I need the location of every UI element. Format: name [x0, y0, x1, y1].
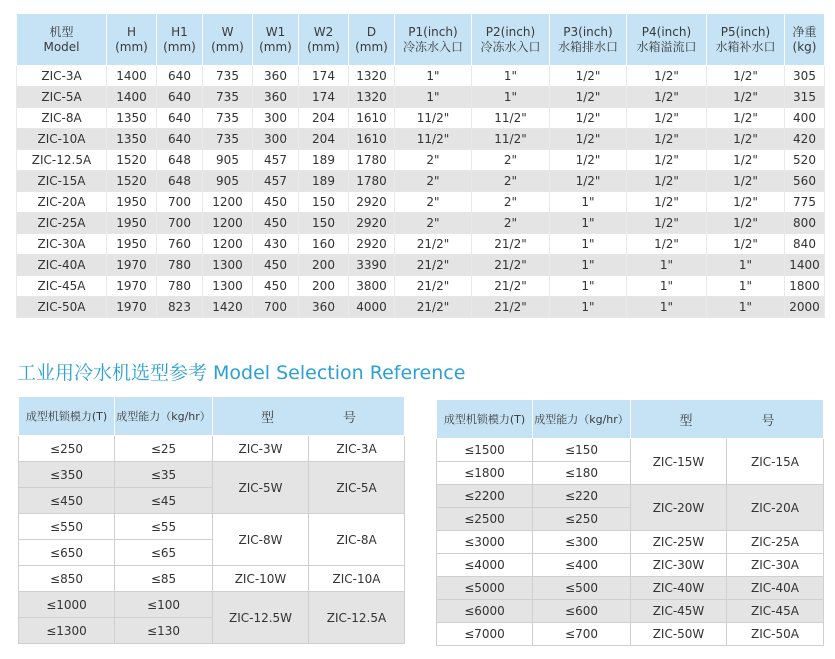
- spec-cell: 189: [299, 171, 349, 192]
- spec-cell: 21/2": [395, 297, 472, 318]
- spec-cell: 775: [785, 192, 825, 213]
- spec-cell: 21/2": [395, 234, 472, 255]
- spec-cell: 11/2": [395, 108, 472, 129]
- table-row: [437, 554, 824, 577]
- table-row: [437, 623, 824, 646]
- spec-cell: 1200: [203, 234, 253, 255]
- spec-header-bottom: 冷冻水入口: [480, 39, 541, 54]
- spec-cell: 905: [203, 171, 253, 192]
- spec-cell: 174: [299, 66, 349, 87]
- clamp-force-cell: ≤250: [19, 436, 115, 462]
- spec-cell: 189: [299, 150, 349, 171]
- spec-cell: 204: [299, 108, 349, 129]
- spec-cell: 640: [157, 66, 203, 87]
- spec-header-cell: [107, 14, 157, 66]
- spec-header-top: H: [126, 24, 137, 39]
- spec-cell: 735: [203, 66, 253, 87]
- spec-cell: 3800: [349, 276, 395, 297]
- capacity-cell: ≤25: [115, 436, 213, 462]
- spec-cell: 1/2": [627, 66, 707, 87]
- spec-cell: 1/2": [627, 129, 707, 150]
- spec-cell: 1/2": [627, 87, 707, 108]
- spec-header-cell: [785, 14, 825, 66]
- capacity-cell: ≤220: [533, 485, 631, 508]
- spec-cell: 840: [785, 234, 825, 255]
- model-a-cell: ZIC-10A: [309, 566, 405, 592]
- model-a-cell: ZIC-25A: [727, 531, 824, 554]
- spec-cell: 760: [157, 234, 203, 255]
- spec-cell: 1": [627, 255, 707, 276]
- table-row: [437, 600, 824, 623]
- spec-cell: 1": [550, 213, 627, 234]
- spec-cell: 1780: [349, 150, 395, 171]
- spec-cell: 4000: [349, 297, 395, 318]
- spec-cell: 780: [157, 255, 203, 276]
- spec-cell: 11/2": [472, 108, 550, 129]
- spec-header-top: P4(inch): [641, 24, 692, 39]
- model-a-cell: ZIC-12.5A: [309, 592, 405, 644]
- spec-header-cell: [349, 14, 395, 66]
- spec-cell: 21/2": [472, 255, 550, 276]
- model-a-cell: ZIC-15A: [727, 439, 824, 485]
- model-a-cell: ZIC-20A: [727, 485, 824, 531]
- clamp-force-cell: ≤1000: [19, 592, 115, 618]
- spec-cell: 1": [395, 87, 472, 108]
- spec-cell: 1950: [107, 192, 157, 213]
- spec-cell: 2920: [349, 192, 395, 213]
- capacity-cell: ≤500: [533, 577, 631, 600]
- spec-cell: 300: [253, 129, 299, 150]
- capacity-cell: ≤55: [115, 514, 213, 540]
- spec-cell: 1970: [107, 297, 157, 318]
- capacity-cell: ≤130: [115, 618, 213, 644]
- spec-cell: 1/2": [707, 87, 785, 108]
- table-row: [17, 255, 825, 276]
- spec-cell: 1": [707, 255, 785, 276]
- clamp-force-cell: ≤850: [19, 566, 115, 592]
- spec-header-cell: [203, 14, 253, 66]
- spec-header-top: P5(inch): [720, 24, 771, 39]
- model-w-cell: ZIC-15W: [631, 439, 727, 485]
- spec-cell: 1/2": [550, 108, 627, 129]
- spec-cell: 1800: [785, 276, 825, 297]
- spec-cell: 700: [157, 213, 203, 234]
- spec-header-bottom: 水箱补水口: [715, 39, 776, 54]
- spec-cell: 204: [299, 129, 349, 150]
- spec-cell: 640: [157, 108, 203, 129]
- spec-cell: ZIC-8A: [17, 108, 107, 129]
- spec-header-bottom: Model: [43, 39, 80, 54]
- spec-cell: 2": [395, 213, 472, 234]
- spec-header-bottom: (mm): [307, 39, 340, 54]
- spec-cell: 1/2": [707, 108, 785, 129]
- spec-cell: ZIC-15A: [17, 171, 107, 192]
- table-row: [437, 577, 824, 600]
- clamp-force-cell: ≤350: [19, 462, 115, 488]
- model-w-cell: ZIC-45W: [631, 600, 727, 623]
- table-row: [17, 129, 825, 150]
- capacity-cell: ≤35: [115, 462, 213, 488]
- spec-cell: 1300: [203, 276, 253, 297]
- spec-header-cell: [157, 14, 203, 66]
- spec-cell: 150: [299, 192, 349, 213]
- spec-cell: 1/2": [707, 234, 785, 255]
- spec-cell: 1": [395, 66, 472, 87]
- table-row: [17, 66, 825, 87]
- spec-cell: 1/2": [627, 234, 707, 255]
- spec-cell: 21/2": [472, 276, 550, 297]
- capacity-cell: ≤65: [115, 540, 213, 566]
- spec-cell: 1970: [107, 276, 157, 297]
- spec-cell: 200: [299, 276, 349, 297]
- spec-cell: 1300: [203, 255, 253, 276]
- spec-cell: 360: [299, 297, 349, 318]
- spec-cell: 457: [253, 171, 299, 192]
- spec-cell: 520: [785, 150, 825, 171]
- spec-header-cell: [472, 14, 550, 66]
- spec-header-top: D: [366, 24, 377, 39]
- spec-cell: 360: [253, 66, 299, 87]
- spec-body: [17, 66, 825, 318]
- table-row: [437, 439, 824, 462]
- clamp-force-cell: ≤3000: [437, 531, 533, 554]
- spec-cell: 1/2": [550, 171, 627, 192]
- spec-cell: 200: [299, 255, 349, 276]
- spec-cell: 420: [785, 129, 825, 150]
- spec-cell: 2920: [349, 213, 395, 234]
- model-a-cell: ZIC-3A: [309, 436, 405, 462]
- model-w-cell: ZIC-20W: [631, 485, 727, 531]
- table-row: [17, 108, 825, 129]
- capacity-cell: ≤180: [533, 462, 631, 485]
- clamp-force-cell: ≤1800: [437, 462, 533, 485]
- model-a-cell: ZIC-40A: [727, 577, 824, 600]
- table-row: [19, 566, 405, 592]
- spec-cell: 1970: [107, 255, 157, 276]
- spec-cell: 450: [253, 255, 299, 276]
- section-title: 工业用冷水机选型参考 Model Selection Reference: [17, 362, 466, 384]
- spec-cell: 1/2": [707, 171, 785, 192]
- spec-cell: 150: [299, 213, 349, 234]
- clamp-force-cell: ≤2500: [437, 508, 533, 531]
- spec-cell: 1950: [107, 213, 157, 234]
- spec-header-cell: [395, 14, 472, 66]
- clamp-force-cell: ≤550: [19, 514, 115, 540]
- spec-cell: 1350: [107, 129, 157, 150]
- clamp-force-cell: ≤7000: [437, 623, 533, 646]
- model-w-cell: ZIC-25W: [631, 531, 727, 554]
- spec-cell: 780: [157, 276, 203, 297]
- spec-header-row: [17, 14, 825, 66]
- spec-cell: 1200: [203, 213, 253, 234]
- table-row: [19, 462, 405, 488]
- spec-cell: ZIC-5A: [17, 87, 107, 108]
- spec-cell: ZIC-30A: [17, 234, 107, 255]
- spec-cell: 1400: [785, 255, 825, 276]
- spec-cell: 640: [157, 129, 203, 150]
- spec-header-top: P3(inch): [563, 24, 613, 39]
- spec-header-top: W: [221, 24, 234, 39]
- spec-cell: 1/2": [550, 150, 627, 171]
- spec-cell: 2920: [349, 234, 395, 255]
- spec-header-bottom: (mm): [259, 39, 292, 54]
- spec-cell: 305: [785, 66, 825, 87]
- spec-header-top: 净重: [792, 24, 817, 39]
- spec-cell: 1610: [349, 129, 395, 150]
- spec-cell: ZIC-10A: [17, 129, 107, 150]
- capacity-cell: ≤250: [533, 508, 631, 531]
- spec-cell: 1520: [107, 150, 157, 171]
- spec-cell: 1": [707, 276, 785, 297]
- spec-cell: 11/2": [395, 129, 472, 150]
- spec-cell: 430: [253, 234, 299, 255]
- spec-header-cell: [253, 14, 299, 66]
- model-a-cell: ZIC-50A: [727, 623, 824, 646]
- spec-cell: 315: [785, 87, 825, 108]
- spec-cell: ZIC-12.5A: [17, 150, 107, 171]
- table-row: [17, 213, 825, 234]
- spec-header-bottom: 冷冻水入口: [402, 39, 463, 54]
- spec-cell: 2": [395, 192, 472, 213]
- spec-header-top: P2(inch): [485, 24, 536, 39]
- spec-cell: ZIC-50A: [17, 297, 107, 318]
- table-row: [19, 436, 405, 462]
- spec-header-bottom: (mm): [115, 39, 148, 54]
- spec-cell: 800: [785, 213, 825, 234]
- spec-cell: 2": [472, 150, 550, 171]
- spec-cell: ZIC-45A: [17, 276, 107, 297]
- spec-cell: 450: [253, 276, 299, 297]
- spec-cell: 700: [253, 297, 299, 318]
- spec-header-cell: [550, 14, 627, 66]
- table-row: [17, 171, 825, 192]
- spec-cell: 1420: [203, 297, 253, 318]
- header-capacity: 成型能力（kg/hr）: [533, 400, 631, 439]
- spec-cell: ZIC-3A: [17, 66, 107, 87]
- spec-cell: 1/2": [550, 129, 627, 150]
- capacity-cell: ≤85: [115, 566, 213, 592]
- header-model: 型 号: [213, 397, 405, 436]
- model-a-cell: ZIC-5A: [309, 462, 405, 514]
- clamp-force-cell: ≤1500: [437, 439, 533, 462]
- model-a-cell: ZIC-8A: [309, 514, 405, 566]
- spec-cell: 1/2": [707, 66, 785, 87]
- table-row: [437, 485, 824, 508]
- model-w-cell: ZIC-5W: [213, 462, 309, 514]
- spec-cell: 1": [550, 276, 627, 297]
- selection-left-header: [19, 397, 405, 436]
- spec-cell: 1780: [349, 171, 395, 192]
- spec-cell: 2": [472, 171, 550, 192]
- spec-cell: 1950: [107, 234, 157, 255]
- spec-cell: 21/2": [472, 297, 550, 318]
- clamp-force-cell: ≤2200: [437, 485, 533, 508]
- clamp-force-cell: ≤4000: [437, 554, 533, 577]
- spec-cell: 457: [253, 150, 299, 171]
- spec-header-cell: [299, 14, 349, 66]
- capacity-cell: ≤150: [533, 439, 631, 462]
- spec-cell: 905: [203, 150, 253, 171]
- spec-cell: 160: [299, 234, 349, 255]
- spec-cell: 1520: [107, 171, 157, 192]
- model-w-cell: ZIC-10W: [213, 566, 309, 592]
- spec-cell: ZIC-25A: [17, 213, 107, 234]
- spec-cell: 450: [253, 213, 299, 234]
- spec-cell: 1350: [107, 108, 157, 129]
- spec-cell: ZIC-20A: [17, 192, 107, 213]
- table-row: [17, 234, 825, 255]
- spec-cell: 1610: [349, 108, 395, 129]
- table-row: [437, 531, 824, 554]
- spec-cell: 640: [157, 87, 203, 108]
- spec-header-top: P1(inch): [408, 24, 458, 39]
- spec-cell: 1": [550, 297, 627, 318]
- spec-cell: 1/2": [707, 192, 785, 213]
- spec-cell: 2": [395, 171, 472, 192]
- spec-cell: 735: [203, 129, 253, 150]
- spec-cell: 1": [550, 192, 627, 213]
- selection-table-left: [18, 396, 405, 644]
- capacity-cell: ≤600: [533, 600, 631, 623]
- spec-header-cell: [627, 14, 707, 66]
- spec-cell: 1/2": [707, 129, 785, 150]
- spec-cell: 21/2": [395, 276, 472, 297]
- clamp-force-cell: ≤650: [19, 540, 115, 566]
- spec-cell: 1": [550, 255, 627, 276]
- capacity-cell: ≤45: [115, 488, 213, 514]
- table-row: [17, 150, 825, 171]
- clamp-force-cell: ≤6000: [437, 600, 533, 623]
- spec-cell: 3390: [349, 255, 395, 276]
- spec-cell: 1/2": [627, 171, 707, 192]
- capacity-cell: ≤300: [533, 531, 631, 554]
- spec-cell: 1/2": [707, 150, 785, 171]
- spec-cell: 735: [203, 87, 253, 108]
- clamp-force-cell: ≤1300: [19, 618, 115, 644]
- spec-cell: 1": [472, 66, 550, 87]
- spec-header-top: 机型: [49, 24, 74, 39]
- header-model: 型 号: [631, 400, 824, 439]
- spec-cell: 1": [627, 297, 707, 318]
- spec-header-cell: [707, 14, 785, 66]
- spec-cell: 360: [253, 87, 299, 108]
- spec-cell: 11/2": [472, 129, 550, 150]
- spec-cell: 1320: [349, 66, 395, 87]
- model-w-cell: ZIC-12.5W: [213, 592, 309, 644]
- spec-cell: 300: [253, 108, 299, 129]
- spec-header-top: W1: [265, 24, 286, 39]
- spec-cell: 1/2": [627, 108, 707, 129]
- spec-cell: 1": [627, 276, 707, 297]
- spec-cell: 1": [550, 234, 627, 255]
- capacity-cell: ≤400: [533, 554, 631, 577]
- spec-cell: 2": [395, 150, 472, 171]
- spec-header-bottom: (mm): [211, 39, 244, 54]
- spec-cell: 21/2": [472, 234, 550, 255]
- spec-cell: 1200: [203, 192, 253, 213]
- spec-cell: ZIC-40A: [17, 255, 107, 276]
- spec-cell: 560: [785, 171, 825, 192]
- model-w-cell: ZIC-3W: [213, 436, 309, 462]
- spec-cell: 700: [157, 192, 203, 213]
- spec-cell: 1/2": [627, 150, 707, 171]
- spec-header-top: H1: [171, 24, 188, 39]
- model-w-cell: ZIC-50W: [631, 623, 727, 646]
- clamp-force-cell: ≤5000: [437, 577, 533, 600]
- table-row: [17, 297, 825, 318]
- spec-cell: 823: [157, 297, 203, 318]
- selection-right-header: [437, 400, 824, 439]
- capacity-cell: ≤700: [533, 623, 631, 646]
- table-row: [17, 192, 825, 213]
- spec-header-cell: [17, 14, 107, 66]
- spec-header-bottom: 水箱排水口: [557, 39, 618, 54]
- spec-cell: 2000: [785, 297, 825, 318]
- table-row: [17, 276, 825, 297]
- model-w-cell: ZIC-40W: [631, 577, 727, 600]
- model-a-cell: ZIC-45A: [727, 600, 824, 623]
- spec-header-bottom: (mm): [355, 39, 388, 54]
- spec-cell: 1": [472, 87, 550, 108]
- spec-cell: 1/2": [707, 213, 785, 234]
- spec-cell: 1400: [107, 87, 157, 108]
- spec-header-bottom: (mm): [163, 39, 196, 54]
- spec-cell: 2": [472, 192, 550, 213]
- spec-cell: 450: [253, 192, 299, 213]
- model-a-cell: ZIC-30A: [727, 554, 824, 577]
- table-row: [19, 592, 405, 618]
- spec-cell: 21/2": [395, 255, 472, 276]
- spec-cell: 1/2": [627, 192, 707, 213]
- table-row: [19, 514, 405, 540]
- spec-table: [16, 13, 825, 318]
- spec-header-top: W2: [313, 24, 334, 39]
- spec-cell: 1/2": [550, 66, 627, 87]
- header-clamp-force: 成型机锁模力(T): [19, 397, 115, 436]
- spec-cell: 648: [157, 171, 203, 192]
- spec-cell: 174: [299, 87, 349, 108]
- spec-cell: 1320: [349, 87, 395, 108]
- clamp-force-cell: ≤450: [19, 488, 115, 514]
- selection-table-right: [436, 399, 824, 646]
- spec-cell: 1": [707, 297, 785, 318]
- spec-cell: 648: [157, 150, 203, 171]
- model-w-cell: ZIC-30W: [631, 554, 727, 577]
- spec-cell: 2": [472, 213, 550, 234]
- model-w-cell: ZIC-8W: [213, 514, 309, 566]
- table-row: [17, 87, 825, 108]
- spec-cell: 735: [203, 108, 253, 129]
- spec-cell: 1400: [107, 66, 157, 87]
- spec-cell: 1/2": [550, 87, 627, 108]
- header-capacity: 成型能力（kg/hr）: [115, 397, 213, 436]
- spec-header-bottom: (kg): [792, 39, 817, 54]
- spec-header-bottom: 水箱溢流口: [636, 39, 697, 54]
- spec-cell: 400: [785, 108, 825, 129]
- spec-cell: 1/2": [627, 213, 707, 234]
- header-clamp-force: 成型机锁模力(T): [437, 400, 533, 439]
- capacity-cell: ≤100: [115, 592, 213, 618]
